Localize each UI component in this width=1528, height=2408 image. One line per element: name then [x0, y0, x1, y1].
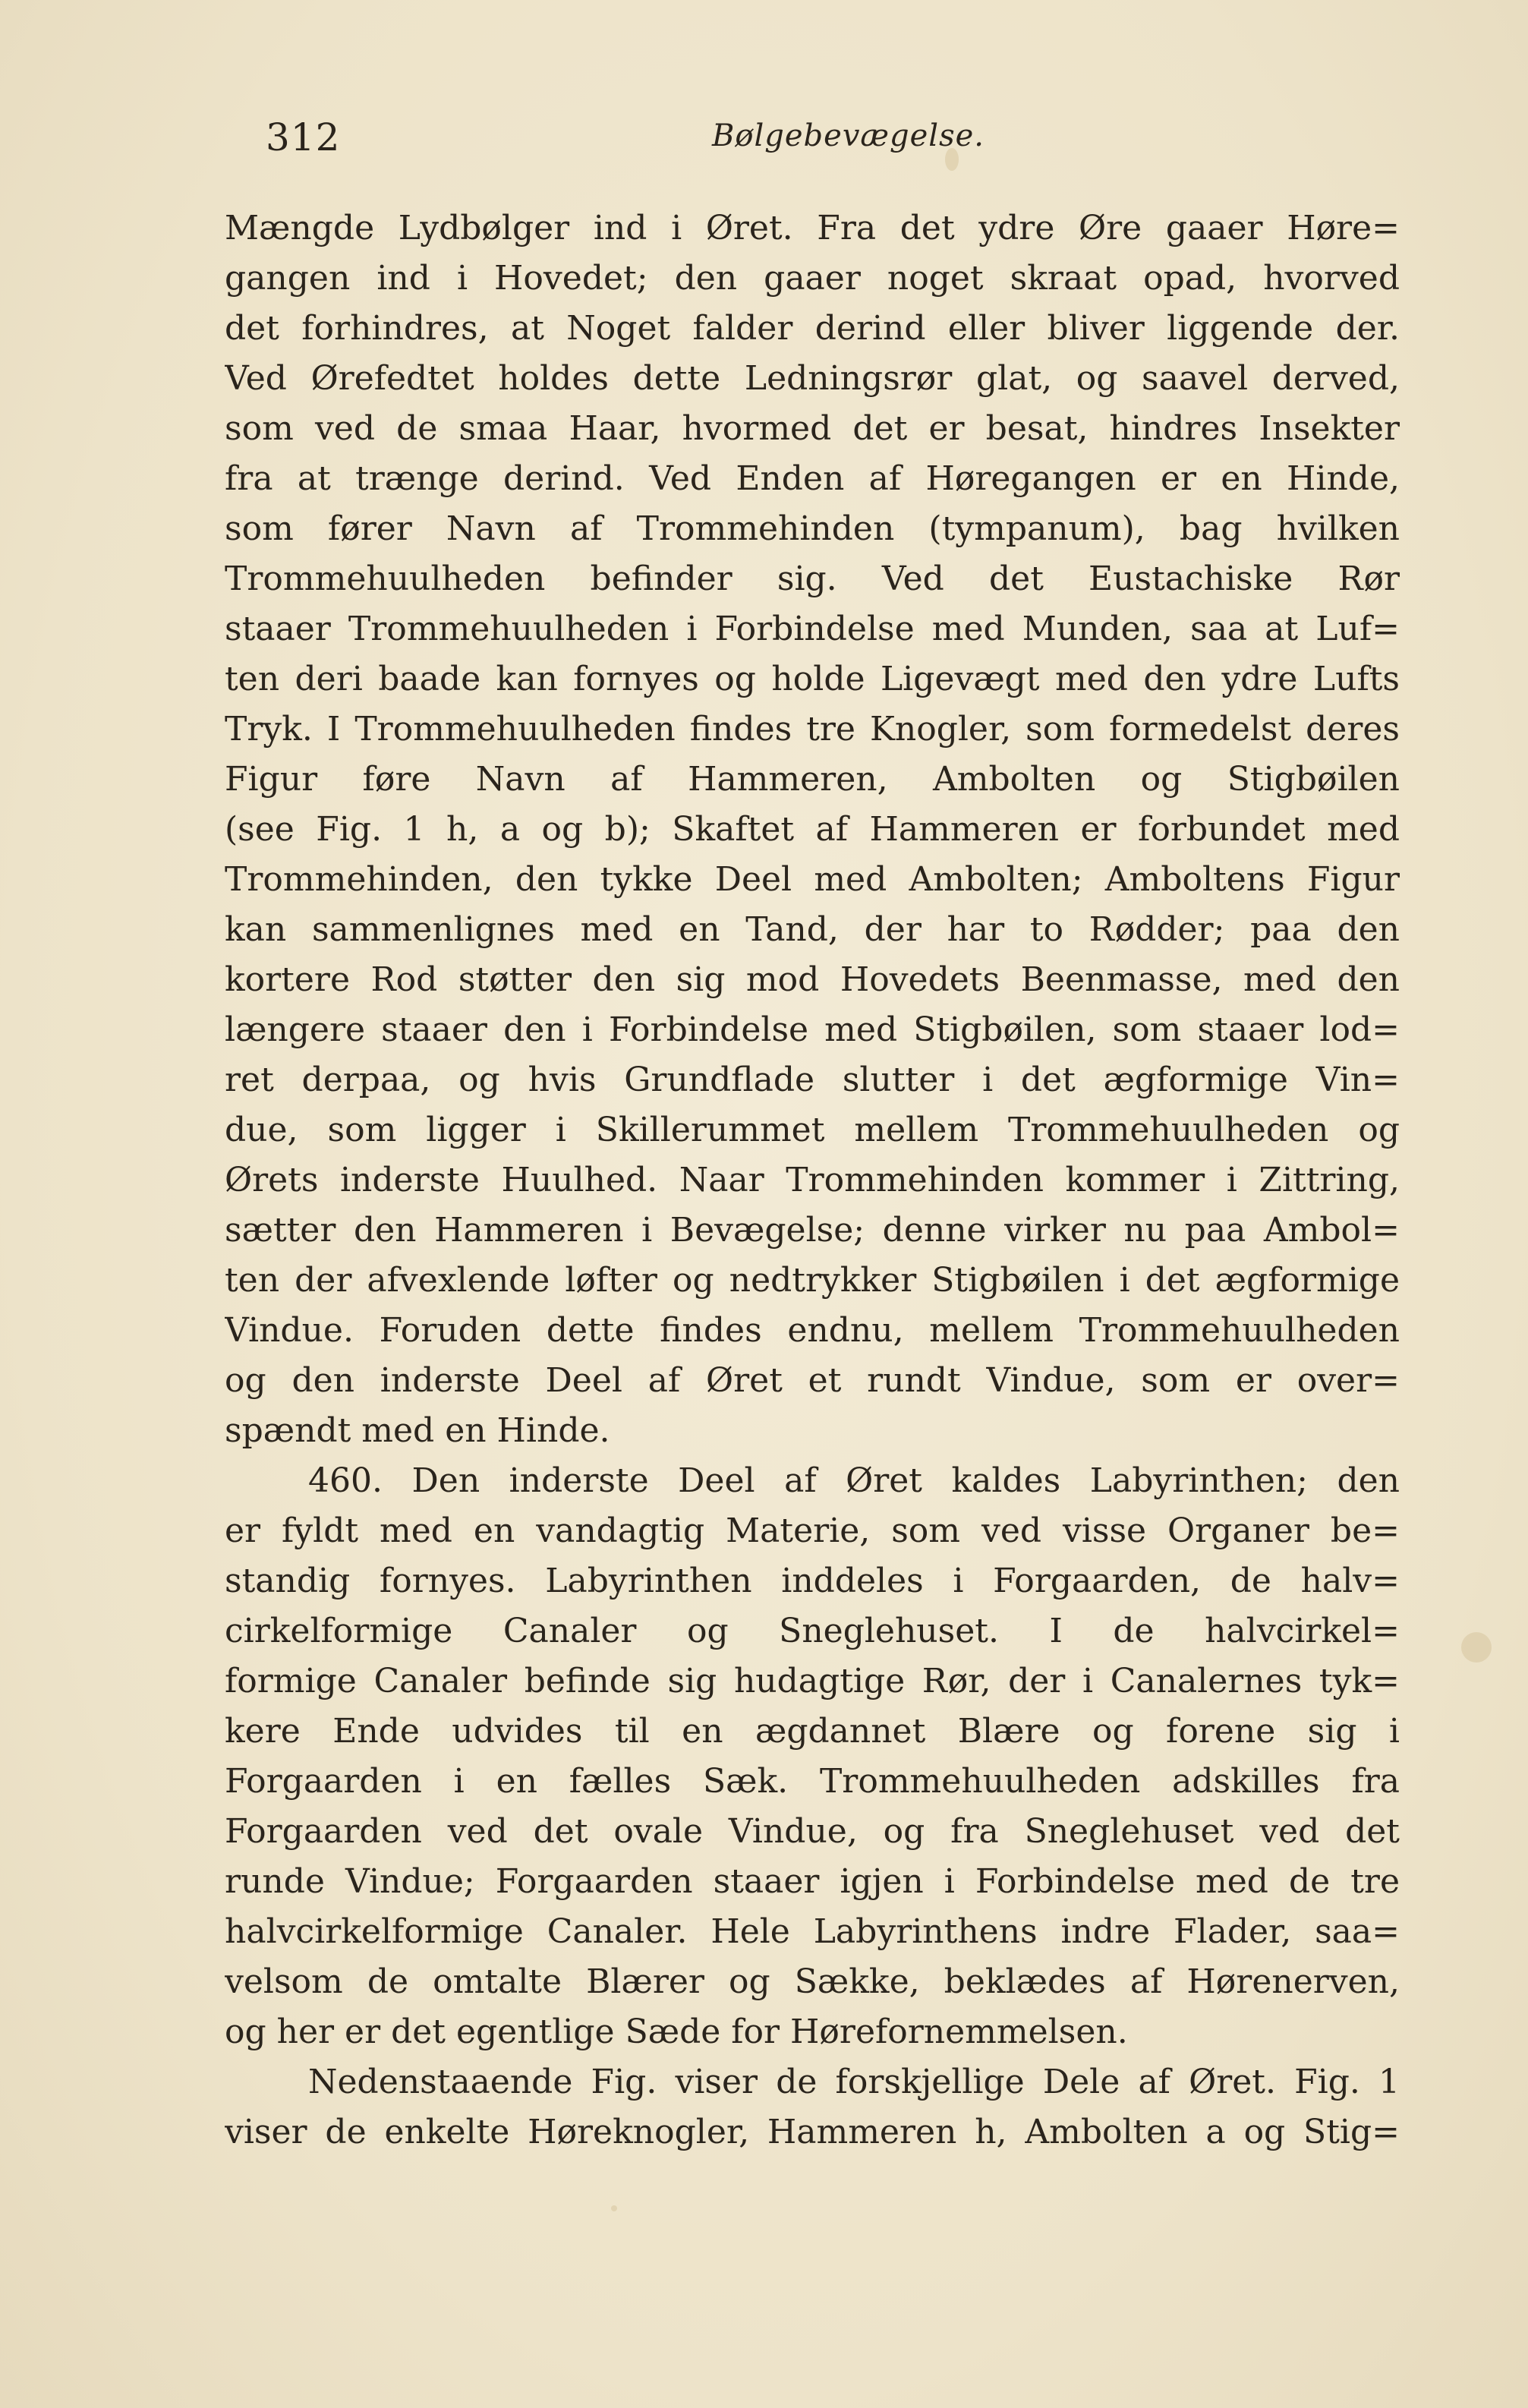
text-line: Nedenstaaende Fig. viser de forskjellige Dele af Øret. Fig. 1	[308, 2063, 1400, 2101]
text-line: kortere Rod støtter den sig mod Hovedets Beenmasse, med den	[225, 960, 1400, 999]
text-line: due, som ligger i Skillerummet mellem Trommehuulheden og	[225, 1111, 1400, 1149]
text-line: fra at trænge derind. Ved Enden af Høregangen er en Hinde,	[225, 459, 1400, 498]
text-line: cirkelformige Canaler og Sneglehuset. I de halvcirkel=	[225, 1612, 1400, 1650]
paper-stain	[611, 2205, 617, 2211]
text-line: Vindue. Foruden dette findes endnu, mellem Trommehuulheden	[225, 1311, 1400, 1350]
text-line: er fyldt med en vandagtig Materie, som ved visse Organer be=	[225, 1511, 1400, 1550]
text-line: Mængde Lydbølger ind i Øret. Fra det ydre Øre gaaer Høre=	[225, 209, 1400, 247]
paper-stain	[1461, 1632, 1492, 1663]
text-line: det forhindres, at Noget falder derind eller bliver liggende der.	[225, 309, 1400, 348]
text-line: spændt med en Hinde.	[225, 1411, 610, 1450]
text-line: som ved de smaa Haar, hvormed det er besat, hindres Insekter	[225, 409, 1400, 448]
text-line: ten deri baade kan fornyes og holde Ligevægt med den ydre Lufts	[225, 660, 1400, 698]
page-header	[266, 115, 1397, 169]
text-line: og her er det egentlige Sæde for Hørefornemmelsen.	[225, 2012, 1128, 2051]
text-line: Tryk. I Trommehuulheden findes tre Knogler, som formedelst deres	[225, 710, 1400, 749]
running-head: Bølgebevægelse.	[712, 118, 985, 153]
text-line: gangen ind i Hovedet; den gaaer noget skraat opad, hvorved	[225, 259, 1400, 298]
text-line: som fører Navn af Trommehinden (tympanum), bag hvilken	[225, 509, 1400, 548]
text-line: (see Fig. 1 h, a og b); Skaftet af Hammeren er forbundet med	[225, 810, 1400, 849]
text-line: velsom de omtalte Blærer og Sække, beklædes af Hørenerven,	[225, 1962, 1400, 2001]
text-line: ret derpaa, og hvis Grundflade slutter i det ægformige Vin=	[225, 1061, 1400, 1099]
body-text	[225, 203, 1400, 2157]
text-line: standig fornyes. Labyrinthen inddeles i Forgaarden, de halv=	[225, 1562, 1400, 1600]
text-line: kan sammenlignes med en Tand, der har to Rødder; paa den	[225, 910, 1400, 949]
page-number: 312	[266, 115, 341, 159]
text-line: runde Vindue; Forgaarden staaer igjen i Forbindelse med de tre	[225, 1862, 1400, 1901]
text-line: 460. Den inderste Deel af Øret kaldes Labyrinthen; den	[308, 1461, 1400, 1500]
text-line: Ved Ørefedtet holdes dette Ledningsrør glat, og saavel derved,	[225, 359, 1400, 398]
text-line: viser de enkelte Høreknogler, Hammeren h, Ambolten a og Stig=	[225, 2113, 1400, 2151]
text-line: staaer Trommehuulheden i Forbindelse med Munden, saa at Luf=	[225, 610, 1400, 648]
text-line: kere Ende udvides til en ægdannet Blære og forene sig i	[225, 1712, 1400, 1751]
text-line: sætter den Hammeren i Bevægelse; denne virker nu paa Ambol=	[225, 1211, 1400, 1250]
text-line: Trommehuulheden befinder sig. Ved det Eustachiske Rør	[225, 559, 1400, 598]
text-line: ten der afvexlende løfter og nedtrykker Stigbøilen i det ægformige	[225, 1261, 1400, 1300]
text-line: formige Canaler befinde sig hudagtige Rør, der i Canalernes tyk=	[225, 1662, 1400, 1700]
text-line: Trommehinden, den tykke Deel med Ambolten; Amboltens Figur	[225, 860, 1400, 899]
text-line: halvcirkelformige Canaler. Hele Labyrinthens indre Flader, saa=	[225, 1912, 1400, 1951]
text-line: og den inderste Deel af Øret et rundt Vindue, som er over=	[225, 1361, 1400, 1400]
text-line: Forgaarden i en fælles Sæk. Trommehuulheden adskilles fra	[225, 1762, 1400, 1801]
text-line: Ørets inderste Huulhed. Naar Trommehinden kommer i Zittring,	[225, 1161, 1400, 1199]
text-line: Figur føre Navn af Hammeren, Ambolten og Stigbøilen	[225, 760, 1400, 799]
text-line: Forgaarden ved det ovale Vindue, og fra Sneglehuset ved det	[225, 1812, 1400, 1851]
text-line: længere staaer den i Forbindelse med Stigbøilen, som staaer lod=	[225, 1010, 1400, 1049]
